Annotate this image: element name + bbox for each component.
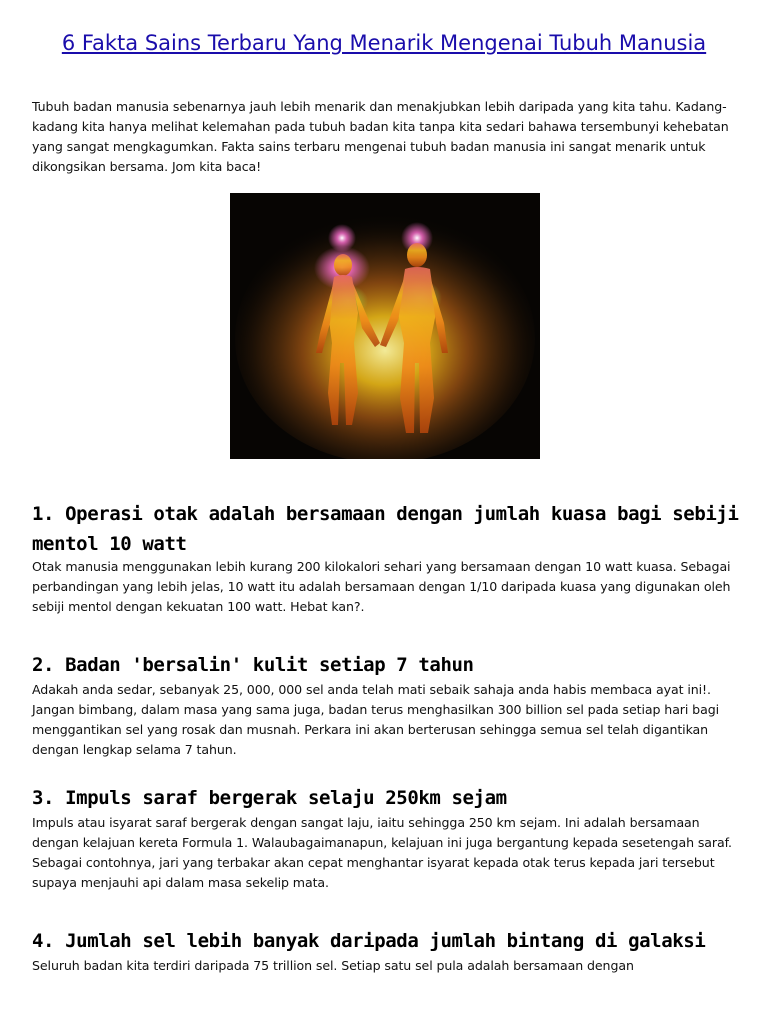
section-4-body: Seluruh badan kita terdiri daripada 75 trillion sel. Setiap satu sel pula adalah bersamaan dengan — [32, 958, 634, 973]
aura-couple-image — [230, 193, 540, 459]
section-2-heading: 2. Badan 'bersalin' kulit setiap 7 tahun — [32, 654, 474, 676]
section-2-body: Adakah anda sedar, sebanyak 25, 000, 000 sel anda telah mati sebaik sahaja anda habis membaca ayat ini!. Jangan bimbang, dalam masa yang sama juga, badan terus menghasilkan 300 billion sel pada setiap hari bagi menggantikan sel yang rosak dan musnah. Perkara ini akan berterusan sehingga semua sel telah digantikan dengan lengkap selama 7 tahun. — [32, 682, 719, 757]
section-3-heading: 3. Impuls saraf bergerak selaju 250km sejam — [32, 787, 507, 809]
aura-illustration — [230, 193, 540, 459]
section-4-heading: 4. Jumlah sel lebih banyak daripada jumlah bintang di galaksi — [32, 930, 706, 952]
article-title-link[interactable]: 6 Fakta Sains Terbaru Yang Menarik Mengenai Tubuh Manusia — [61, 31, 707, 55]
section-1-body: Otak manusia menggunakan lebih kurang 200 kilokalori sehari yang bersamaan dengan 10 watt kuasa. Sebagai perbandingan yang lebih jelas, 10 watt itu adalah bersamaan dengan 1/10 daripada kuasa yang digunakan oleh sebiji mentol dengan kekuatan 100 watt. Hebat kan?. — [32, 559, 731, 614]
intro-paragraph: Tubuh badan manusia sebenarnya jauh lebih menarik dan menakjubkan lebih daripada yang kita tahu. Kadang-kadang kita hanya melihat kelemahan pada tubuh badan kita tanpa kita sedari bahawa tersembunyi kehebatan yang sangat mengkagumkan. Fakta sains terbaru mengenai tubuh badan manusia ini sangat menarik untuk dikongsikan bersama. Jom kita baca! — [32, 99, 729, 174]
section-3-body: Impuls atau isyarat saraf bergerak dengan sangat laju, iaitu sehingga 250 km sejam. Ini adalah bersamaan dengan kelajuan kereta Formula 1. Walaubagaimanapun, kelajuan ini juga bergantung kepada sesetengah saraf. Sebagai contohnya, jari yang terbakar akan cepat menghantar isyarat kepada otak terus kepada jari tersebut supaya menjauhi api dalam masa sekelip mata. — [32, 815, 732, 890]
section-1-heading: 1. Operasi otak adalah bersamaan dengan jumlah kuasa bagi sebiji mentol 10 watt — [32, 503, 739, 555]
